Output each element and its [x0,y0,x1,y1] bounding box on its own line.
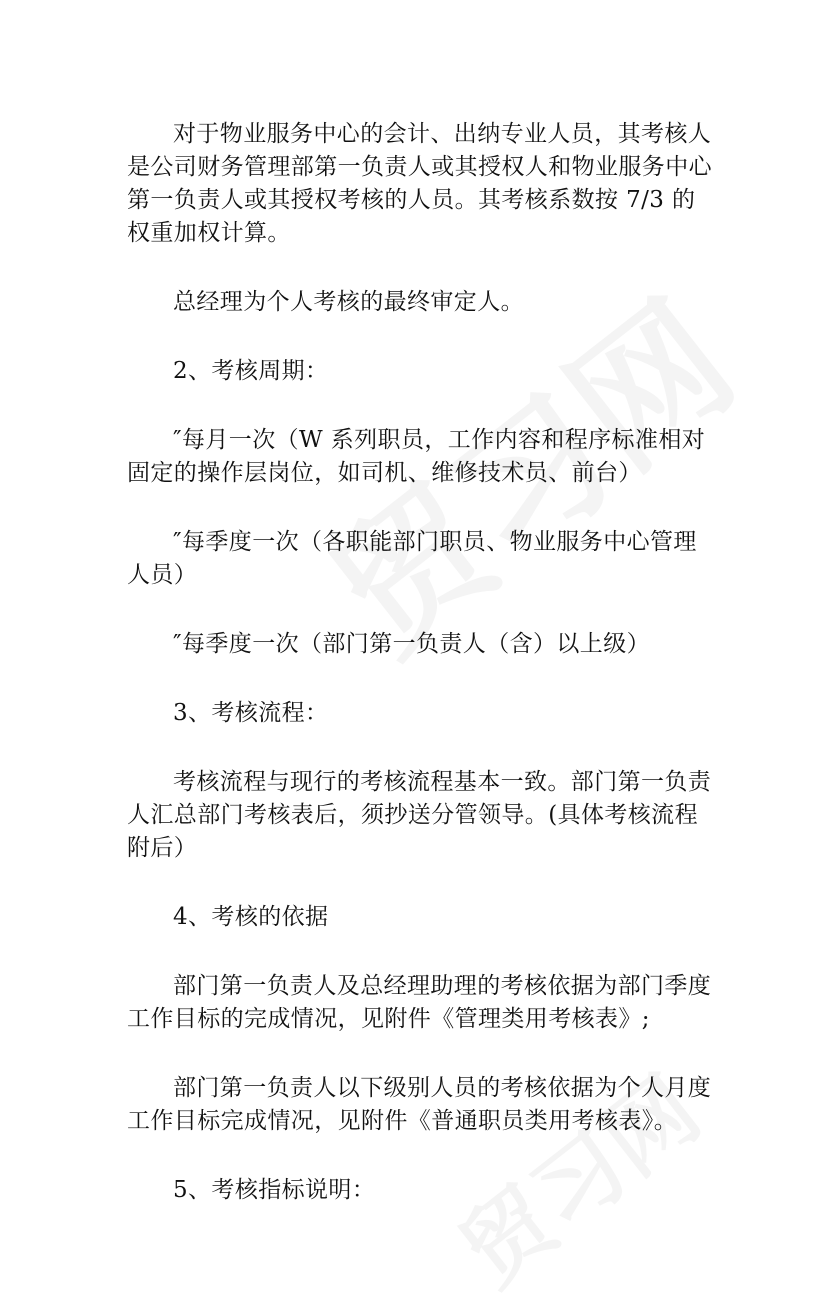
heading-indicator-description: 5、考核指标说明： [173,1177,376,1203]
paragraph-process-description: 考核流程与现行的考核流程基本一致。部门第一负责人汇总部门考核表后，须抄送分管领导。(具体考核流程附后） [127,769,712,861]
paragraph-basis-managers: 部门第一负责人及总经理助理的考核依据为部门季度工作目标的完成情况，见附件《管理类用考核表》; [127,973,712,1032]
list-item-monthly: ″每月一次（W 系列职员，工作内容和程序标准相对固定的操作层岗位，如司机、维修技术员、前台） [127,427,706,486]
heading-assessment-process: 3、考核流程： [173,700,329,726]
paragraph-basis-staff: 部门第一负责人以下级别人员的考核依据为个人月度工作目标完成情况，见附件《普通职员类用考核表》。 [127,1075,712,1134]
heading-assessment-basis: 4、考核的依据 [173,904,329,930]
heading-assessment-cycle: 2、考核周期： [173,358,329,384]
document-body [127,118,717,1207]
list-item-quarterly-staff: ″每季度一次（各职能部门职员、物业服务中心管理人员） [127,529,697,588]
paragraph-final-approver: 总经理为个人考核的最终审定人。 [173,289,524,315]
list-item-quarterly-heads: ″每季度一次（部门第一负责人（含）以上级） [173,631,650,657]
paragraph-accountant-assessor: 对于物业服务中心的会计、出纳专业人员，其考核人是公司财务管理部第一负责人或其授权人和物业服务中心第一负责人或其授权考核的人员。其考核系数按 7/3 的权重加权计算。 [127,121,712,246]
